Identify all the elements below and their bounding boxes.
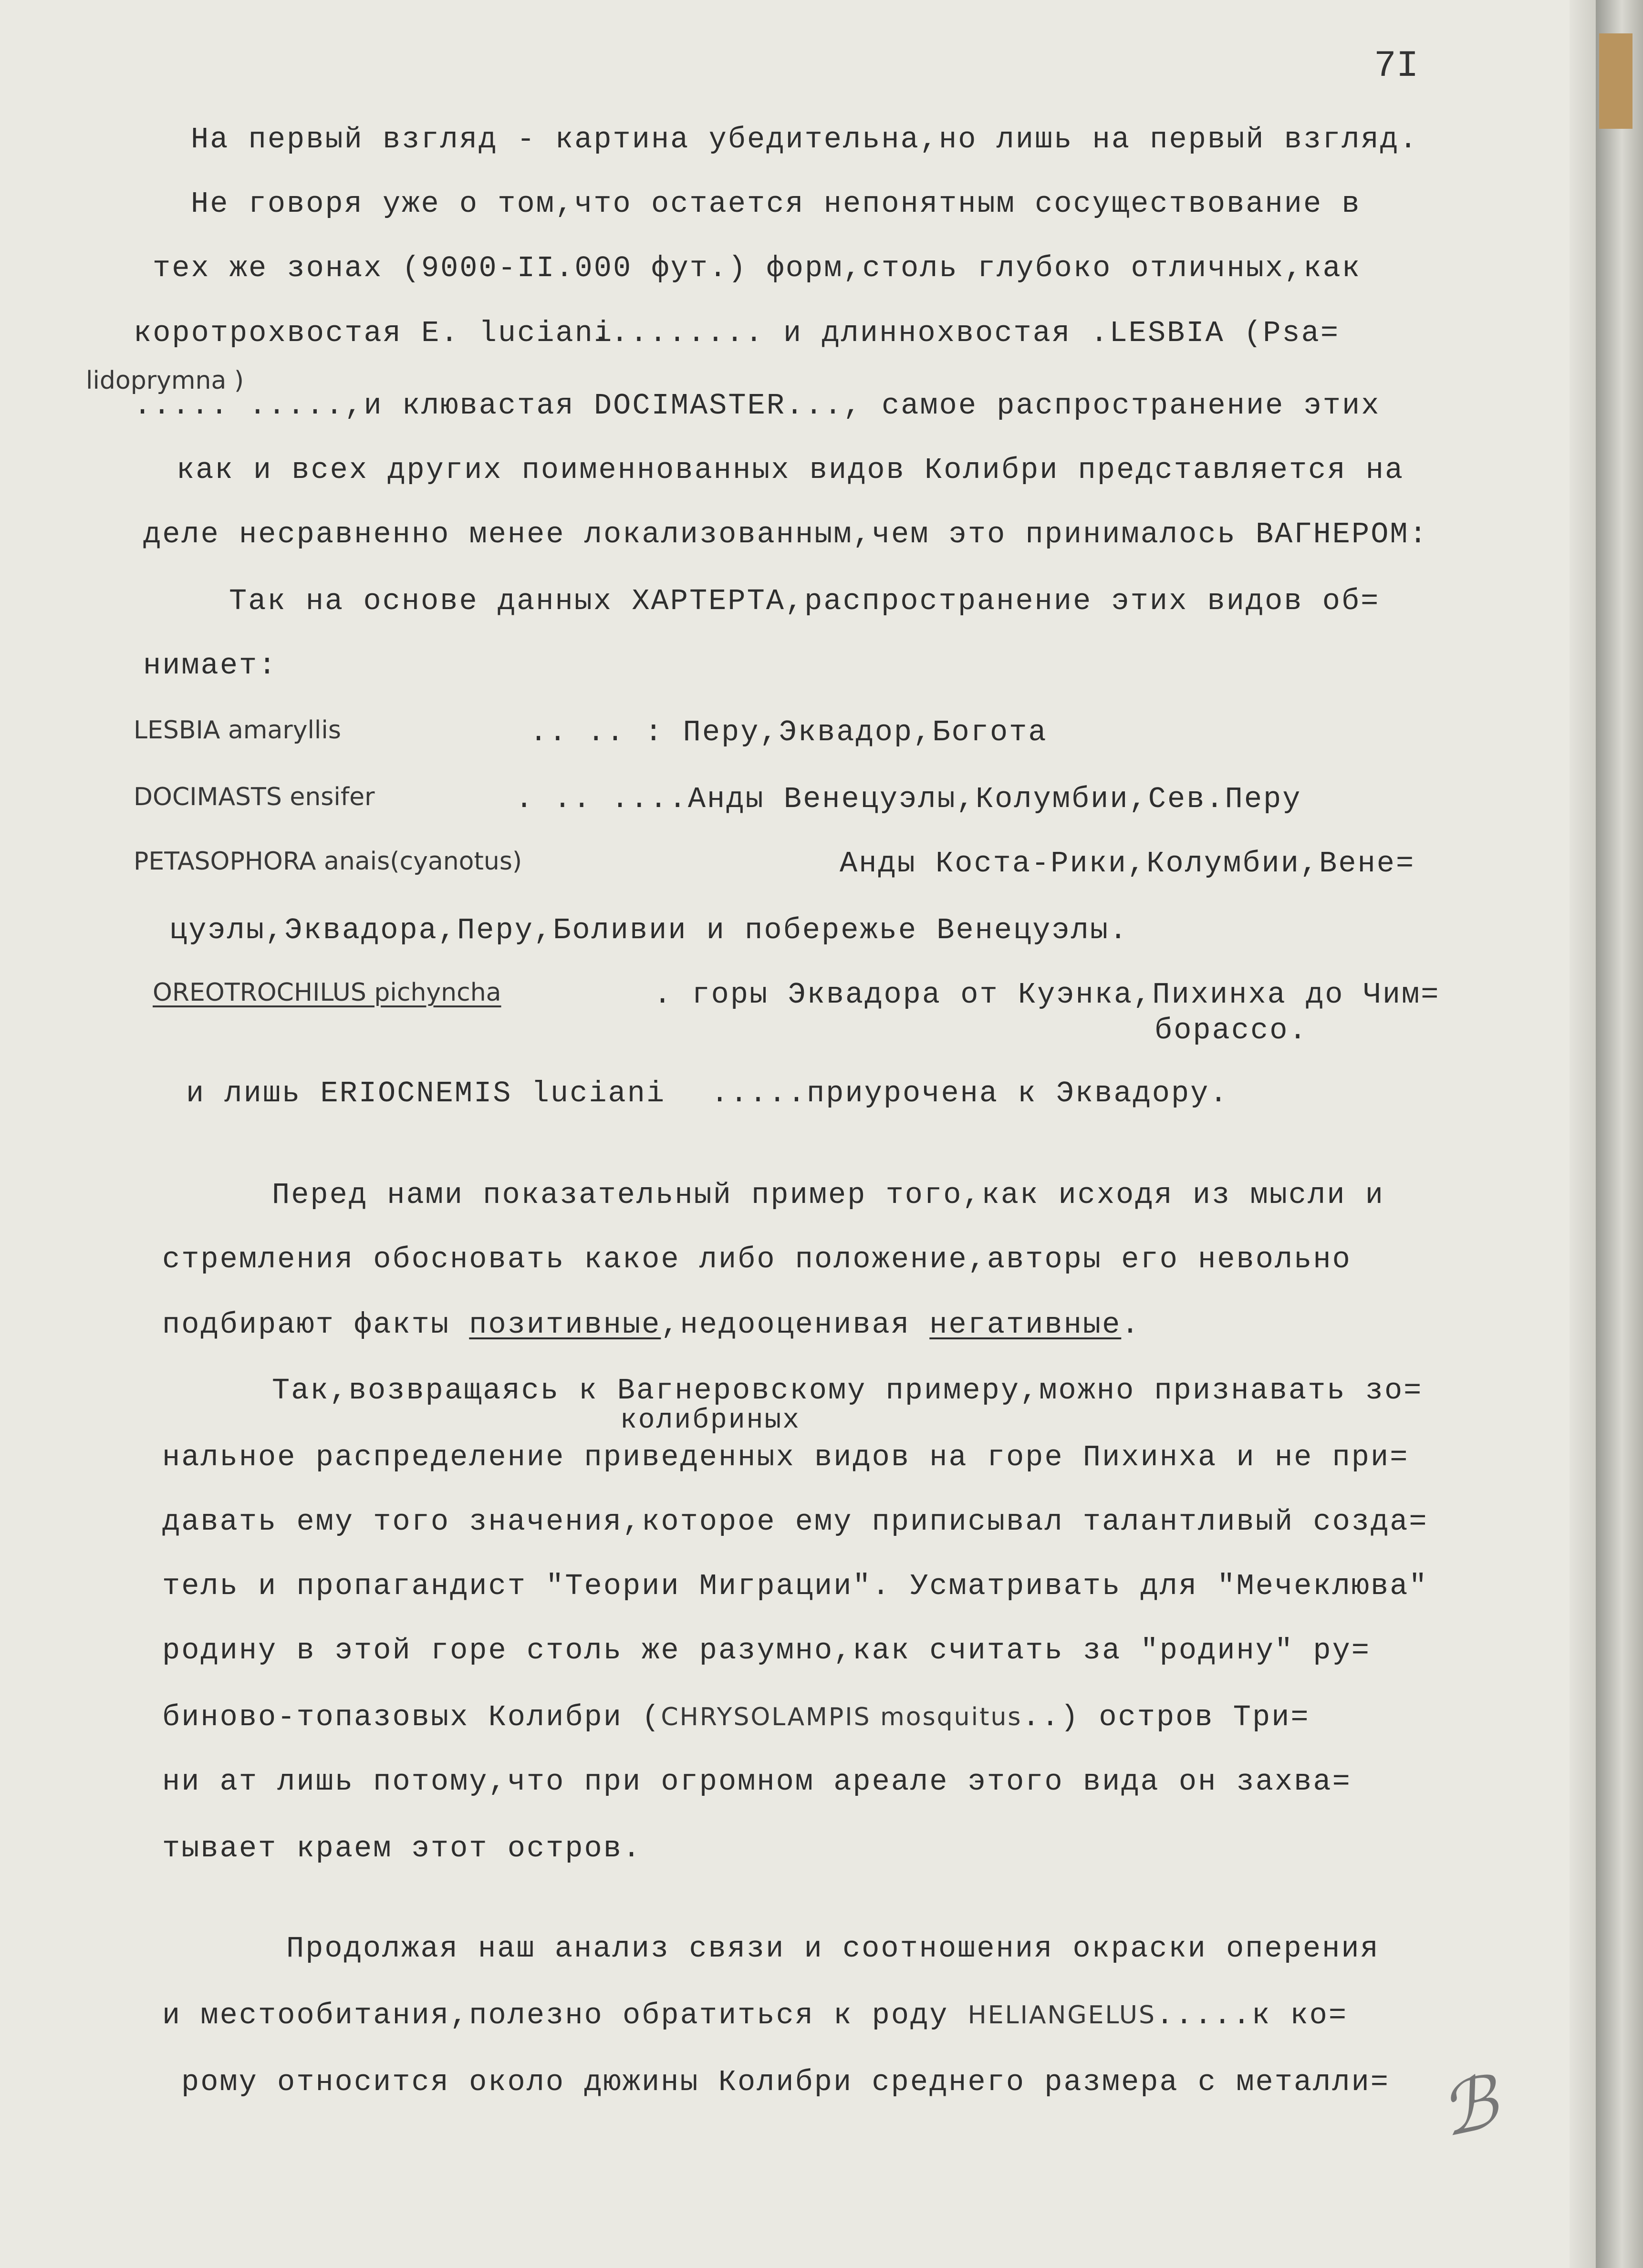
text-line-25 [162,1700,1310,1734]
text-line-29a: и местообитания,полезно обратиться к роду [162,1999,968,2032]
binding-tab [1599,33,1633,129]
species-oreotrochilus-range: . горы Эквадора от Куэнка,Пихинха до Чим= [654,978,1440,1012]
text-line-18: стремления обосновать какое либо положение,авторы его невольно [162,1243,1352,1276]
genus-heliangelus: HELIANGELUS [967,2001,1156,2030]
text-line-8: Так на основе данных ХАРТЕРТА,распространение этих видов об= [229,584,1380,618]
text-line-2: Не говоря уже о том,что остается непонятным сосуществование в [191,187,1361,221]
text-line-26: ни ат лишь потому,что при огромном ареале этого вида он захва= [162,1765,1352,1799]
species-lesbia-range: .. .. : Перу,Эквадор,Богота [530,715,1048,749]
underlined-negative: негативные [929,1308,1122,1342]
text-line-22: давать ему того значения,которое ему приписывал талантливый созда= [162,1505,1428,1539]
text-line-24: родину в этой горе столь же разумно,как считать за "родину" ру= [162,1634,1371,1667]
text-line-7: деле несравненно менее локализованным,чем это принималось ВАГНЕРОМ: [143,518,1428,551]
binding-spine [1596,0,1643,2268]
text-line-25c: ..) остров Три= [1022,1700,1310,1734]
text-line-17: Перед нами показательный пример того,как исходя из мысли и [272,1178,1384,1212]
species-docimasts-range: . .. ....Анды Венецуэлы,Колумбии,Сев.Перу [515,782,1302,816]
text-line-25a: биново-топазовых Колибри ( [162,1700,661,1734]
text-line-20: Так,возвращаясь к Вагнеровскому примеру,можно признавать зо= [272,1374,1423,1408]
text-line-5a: lidoprymna ) [86,366,244,395]
text-line-29c: .....к ко= [1156,1999,1348,2032]
text-line-30: рому относится около дюжины Колибри среднего размера с металли= [181,2065,1390,2099]
text-line-29 [162,2001,1348,2030]
page-number: 7I [1374,45,1419,87]
text-line-19 [162,1310,1141,1340]
text-line-16b: .....приурочена к Эквадору. [711,1077,1229,1110]
text-line-19a: подбирают факты [162,1308,469,1342]
species-lesbia: LESBIA amaryllis [134,716,341,745]
text-line-23: тель и пропагандист "Теории Миграции". Усматривать для "Мечеклюва" [162,1569,1428,1603]
text-line-1: На первый взгляд - картина убедительна,но лишь на первый взгляд. [191,123,1419,156]
text-line-19c: ,недооценивая [661,1308,930,1342]
text-line-6: как и всех других поименнованных видов Колибри представляется на [177,453,1404,487]
inserted-word: колибриных [620,1405,801,1436]
handwritten-initials: ℬ [1433,2060,1505,2154]
species-oreotrochilus: OREOTROCHILUS pichyncha [153,978,501,1007]
species-petasophora: PETASOPHORA anais(cyanotus) [134,847,522,876]
underlined-positive: позитивные [469,1308,661,1342]
text-line-3: тех же зонах (9000-II.000 фут.) форм,столь глубоко отличных,как [153,251,1361,285]
text-line-19e: . [1121,1308,1141,1342]
page-fold-shadow [1570,0,1596,2268]
text-line-5b: ..... .....,и клювастая DOCIMASTER..., самое распространение этих [134,389,1381,423]
species-petasophora-range-cont: цуэлы,Эквадора,Перу,Боливии и побережье Венецуэлы. [169,913,1129,947]
text-line-4a: коротрохвостая E. luciani [134,316,614,350]
text-line-27: тывает краем этот остров. [162,1832,642,1865]
species-chrysolampis: CHRYSOLAMPIS mosquitus [661,1703,1022,1731]
species-petasophora-range: Анды Коста-Рики,Колумбии,Вене= [840,847,1415,880]
species-oreotrochilus-range-cont: борассо. [1154,1014,1308,1047]
text-line-16a: и лишь ERIOCNEMIS luciani [186,1077,666,1110]
text-line-28: Продолжая наш анализ связи и соотношения окраски оперения [286,1932,1380,1966]
text-line-21: нальное распределение приведенных видов на горе Пихинха и не при= [162,1440,1409,1474]
text-line-9: нимает: [143,649,278,683]
text-line-4b: ......... и длиннохвостая .LESBIA (Psa= [592,316,1340,350]
species-docimasts: DOCIMASTS ensifer [134,783,375,811]
